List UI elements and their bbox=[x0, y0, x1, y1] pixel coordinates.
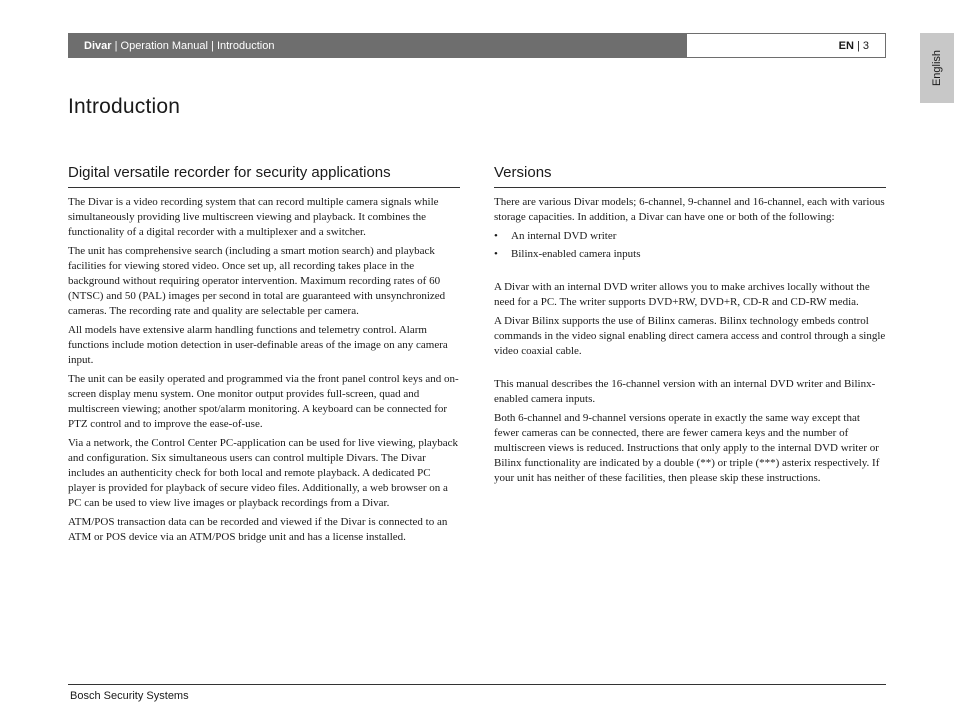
footer-company: Bosch Security Systems bbox=[70, 690, 189, 702]
paragraph: ATM/POS transaction data can be recorded and viewed if the Divar is connected to an ATM or POS device via an ATM/POS bridge unit and has a license installed. bbox=[68, 516, 448, 543]
header-separator: | bbox=[111, 39, 121, 52]
paragraph: The Divar is a video recording system that can record multiple camera signals while simultaneously providing live multiscreen viewing and playback. It combines the functionality of a digital recorder with a multiplexer and a switcher. bbox=[68, 196, 439, 238]
paragraph: A Divar with an internal DVD writer allows you to make archives locally without the need for a PC. The writer supports DVD+RW, DVD+R, CD-R and CD-RW media. bbox=[494, 281, 870, 308]
page-title: Introduction bbox=[68, 95, 181, 118]
header-section: Introduction bbox=[216, 39, 275, 52]
header-page-box bbox=[686, 33, 886, 58]
language-tab bbox=[920, 33, 954, 103]
versions-intro: There are various Divar models; 6-channel, 9-channel and 16-channel, each with various storage capacities. In addition, a Divar can have one or both of the following: bbox=[494, 196, 885, 223]
bullet-icon: • bbox=[494, 248, 498, 260]
right-column bbox=[494, 163, 886, 490]
left-column bbox=[68, 163, 460, 549]
paragraph: Via a network, the Control Center PC-application can be used for live viewing, playback and configuration. Six simultaneous users can control multiple Divars. The Divar includes an authenticity check for both local and remote playback. A dedicated PC player is provided for playback of secure video files. Additionally, a web browser on a PC can be used to view live images or playback recordings from a Divar. bbox=[68, 437, 459, 509]
paragraph: The unit can be easily operated and programmed via the front panel control keys and on-screen display menu system. One monitor output provides full-screen, quad and multiscreen viewing; another spot/alarm monitoring. A keyboard can be connected for PTZ control and to improve the ease-of-use. bbox=[68, 373, 459, 430]
list-item: • Bilinx-enabled camera inputs bbox=[494, 248, 641, 260]
paragraph: A Divar Bilinx supports the use of Bilinx cameras. Bilinx technology embeds control commands in the video signal enabling direct camera access and control through a single video coaxial cable. bbox=[494, 315, 886, 357]
header-product: Divar bbox=[84, 39, 112, 52]
left-heading: Digital versatile recorder for security applications bbox=[68, 163, 460, 188]
language-tab-label: English bbox=[931, 49, 944, 87]
list-item: • An internal DVD writer bbox=[494, 230, 617, 242]
header-separator: | bbox=[207, 39, 217, 52]
right-heading: Versions bbox=[494, 163, 886, 188]
bullet-icon: • bbox=[494, 230, 498, 242]
footer-divider bbox=[68, 684, 886, 685]
page-number: 3 bbox=[862, 39, 869, 52]
paragraph: The unit has comprehensive search (including a smart motion search) and playback facilities for viewing stored video. Once set up, all recording takes place in the background without requiring operator intervention. Maximum recording rates of 60 (NTSC) and 50 (PAL) images per second in total are guaranteed with unsynchronized cameras. The recording rate and quality are selectable per camera. bbox=[68, 245, 446, 317]
header-page-separator: | bbox=[853, 39, 863, 52]
paragraph: Both 6-channel and 9-channel versions operate in exactly the same way except that fewer cameras can be connected, there are fewer camera keys and the number of multiscreen views is reduced. Instructions that only apply to the internal DVD writer or Bilinx functionality are indicated by a double (**) or triple (***) asterix respectively. If your unit has neither of these facilities, then please skip these instructions. bbox=[494, 412, 880, 484]
header-manual: Operation Manual bbox=[120, 39, 208, 52]
header-language: EN bbox=[838, 39, 854, 52]
paragraph: This manual describes the 16-channel version with an internal DVD writer and Bilinx-enabled camera inputs. bbox=[494, 378, 876, 405]
header-bar bbox=[68, 33, 686, 58]
paragraph: All models have extensive alarm handling functions and telemetry control. Alarm functions include motion detection in user-definable areas of the image on any camera input. bbox=[68, 324, 448, 366]
versions-list bbox=[494, 229, 886, 262]
